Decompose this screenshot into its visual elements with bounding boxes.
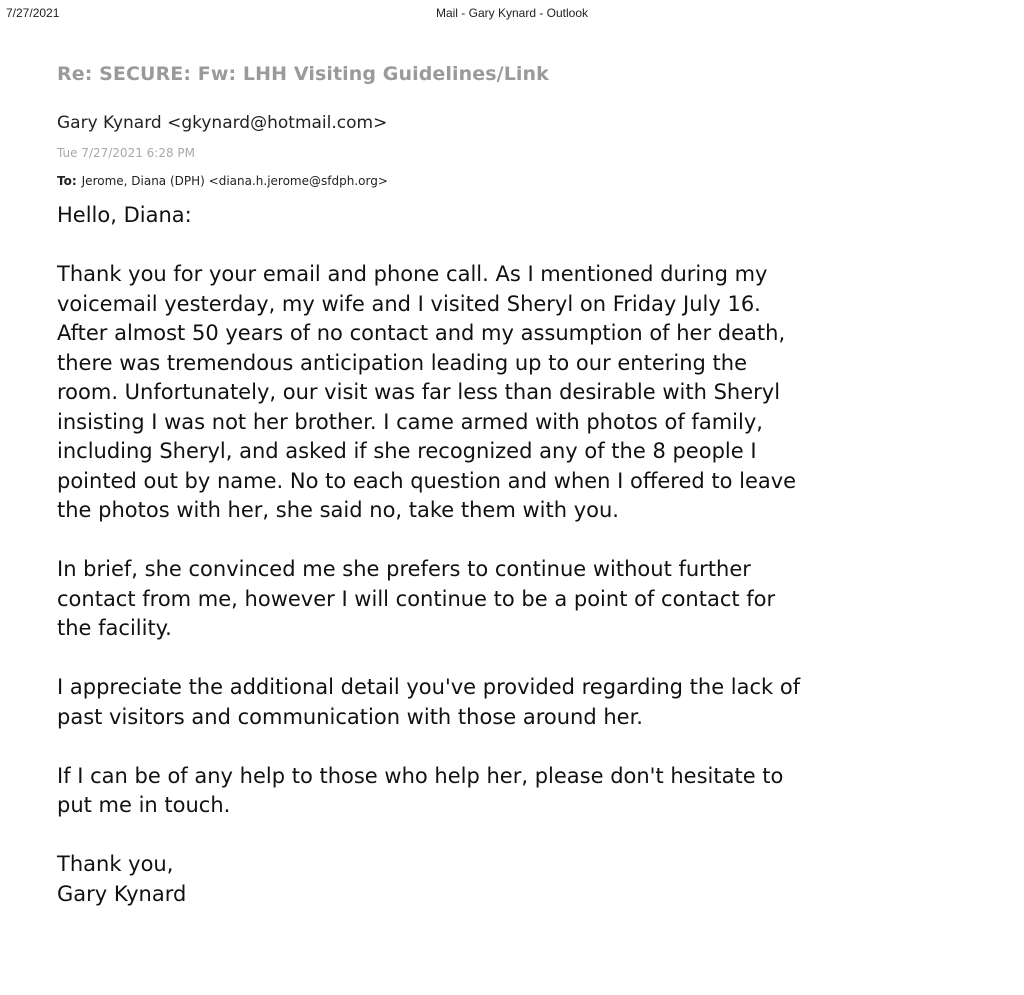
email-signature: Gary Kynard (57, 881, 187, 906)
email-paragraph-4: If I can be of any help to those who help her, please don't hesitate to put me in touch. (57, 763, 784, 817)
to-value: Jerome, Diana (DPH) <diana.h.jerome@sfdph.org> (81, 174, 388, 188)
print-date: 7/27/2021 (6, 6, 60, 20)
email-recipients (57, 174, 388, 188)
email-paragraph-3: I appreciate the additional detail you've provided regarding the lack of past visitors and communication with those around her. (57, 675, 801, 729)
email-greeting: Hello, Diana: (57, 203, 192, 227)
email-closing: Thank you, (57, 852, 174, 876)
email-body (57, 201, 1007, 909)
email-paragraph-2: In brief, she convinced me she prefers to continue without further contact from me, however I will continue to be a point of contact for the facility. (57, 557, 776, 640)
email-paragraph-1: Thank you for your email and phone call. As I mentioned during my voicemail yesterday, my wife and I visited Sheryl on Friday July 16. After almost 50 years of no contact and my assumption of her death, there was tremendous anticipation leading up to our entering the room. Unfortunately, our visit was far less than desirable with Sheryl insisting I was not her brother. I came armed with photos of family, including Sheryl, and asked if she recognized any of the 8 people I pointed out by name. No to each question and when I offered to leave the photos with her, she said no, take them with you. (57, 262, 797, 522)
print-header (0, 6, 1024, 24)
to-label: To: (57, 174, 77, 188)
print-title: Mail - Gary Kynard - Outlook (435, 6, 589, 20)
email-subject: Re: SECURE: Fw: LHH Visiting Guidelines/Link (57, 63, 549, 85)
email-sent-date: Tue 7/27/2021 6:28 PM (57, 146, 196, 160)
email-sender: Gary Kynard <gkynard@hotmail.com> (57, 113, 388, 133)
